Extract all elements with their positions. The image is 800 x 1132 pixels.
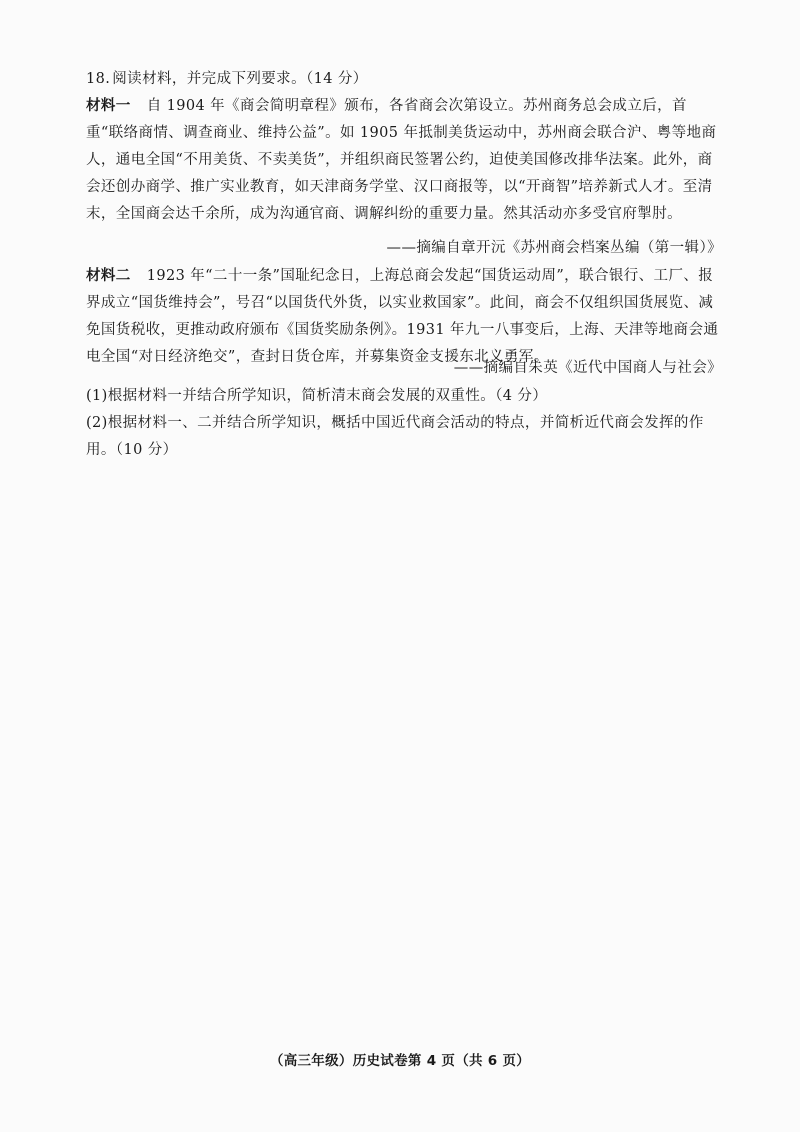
sub-questions bbox=[86, 383, 722, 464]
page-footer: （高三年级）历史试卷第 4 页（共 6 页） bbox=[269, 1053, 531, 1069]
material-one-label: 材料一 bbox=[86, 98, 131, 114]
material-one bbox=[86, 93, 722, 228]
material-one-source: ——摘编自章开沅《苏州商会档案丛编（第一辑）》 bbox=[386, 240, 722, 256]
material-two-text: 1923 年“二十一条”国耻纪念日，上海总商会发起“国货运动周”，联合银行、工厂、报界成立“国货维持会”，号召“以国货代外货，以实业救国家”。此间，商会不仅组织国货展览、减免国货税收，更推动政府颁布《国货奖励条例》。1931 年九一八事变后，上海、天津等地商会通电全国“对日经济绝交”，查封日货仓库，并募集资金支援东北义勇军。 bbox=[86, 268, 719, 365]
sub-question-2: (2)根据材料一、二并结合所学知识，概括中国近代商会活动的特点，并简析近代商会发挥的作用。（10 分） bbox=[86, 415, 704, 458]
material-two-label: 材料二 bbox=[86, 268, 131, 284]
question-number: 18. bbox=[86, 71, 111, 87]
material-two-source: ——摘编自朱英《近代中国商人与社会》 bbox=[453, 360, 722, 376]
question-header bbox=[86, 66, 722, 93]
sub-question-1: (1)根据材料一并结合所学知识，简析清末商会发展的双重性。（4 分） bbox=[86, 388, 548, 404]
material-two bbox=[86, 263, 722, 371]
material-one-text: 自 1904 年《商会简明章程》颁布，各省商会次第设立。苏州商务总会成立后，首重“联络商情、调查商业、维持公益”。如 1905 年抵制美货运动中，苏州商会联合沪、粤等地商人，通电全国“不用美货、不卖美货”，并组织商民签署公约，迫使美国修改排华法案。此外，商会还创办商学、推广实业教育，如天津商务学堂、汉口商报等，以“开商智”培养新式人才。至清末，全国商会达千余所，成为沟通官商、调解纠纷的重要力量。然其活动亦多受官府掣肘。 bbox=[86, 98, 717, 222]
question-prompt: 阅读材料，并完成下列要求。（14 分） bbox=[112, 71, 368, 87]
